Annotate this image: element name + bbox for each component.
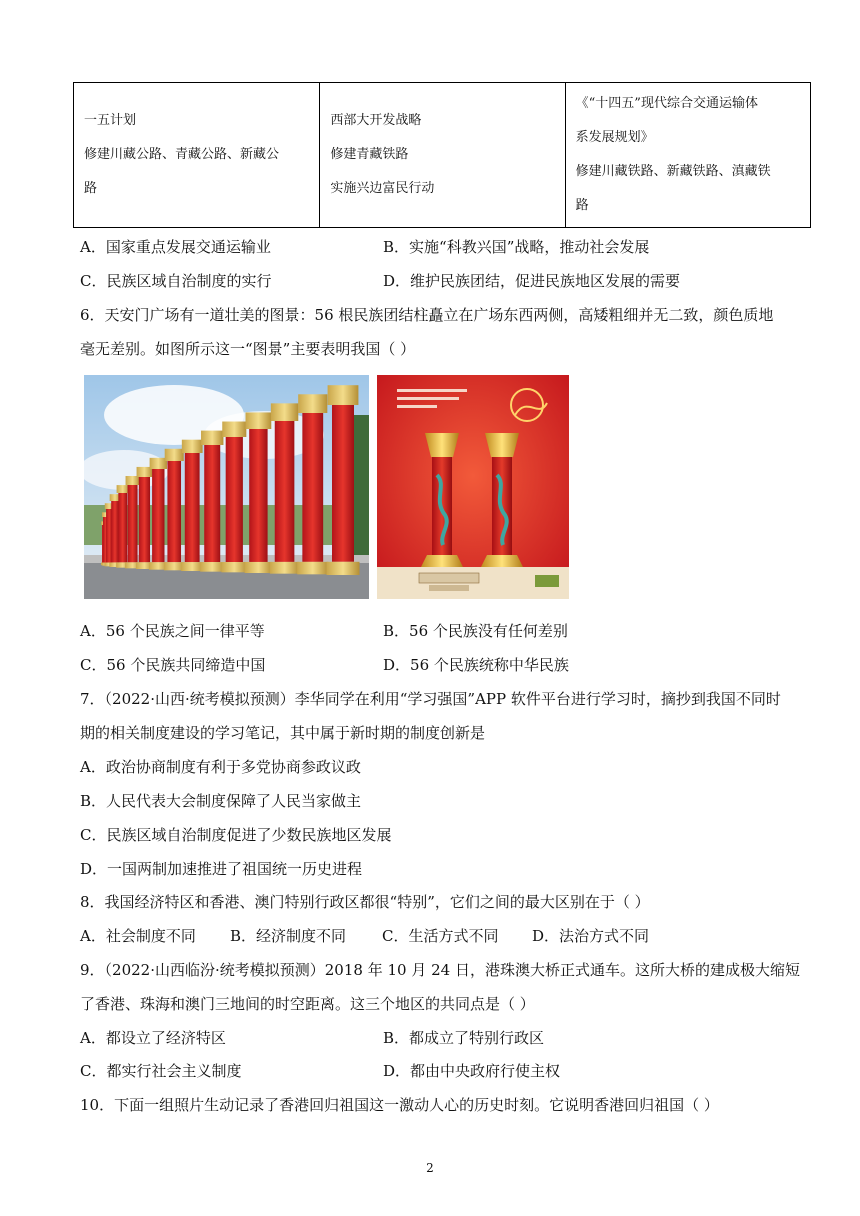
cell-text: 一五计划 [84, 113, 137, 128]
cell-text: 实施兴边富民行动 [330, 181, 435, 196]
option-a: A．56 个民族之间一律平等 [80, 622, 265, 640]
cell-text: 路 [84, 181, 98, 196]
unity-columns-poster [377, 375, 569, 599]
column-base [327, 562, 360, 575]
option-c: C．都实行社会主义制度 [80, 1062, 242, 1080]
cell-text: 路 [575, 198, 589, 213]
column-capital [126, 476, 140, 485]
option-a: A．国家重点发展交通运输业 [80, 238, 271, 256]
column-capital [201, 431, 223, 445]
column-shaft [332, 405, 354, 562]
column-shaft [152, 469, 164, 562]
column-shaft [275, 421, 295, 562]
policy-table [73, 82, 811, 228]
cell-text: 修建川藏铁路、新藏铁路、滇藏铁 [575, 164, 771, 179]
column-base [200, 562, 224, 572]
question-7-text: 7．（2022·山西·统考模拟预测）李华同学在利用“学习强国”APP 软件平台进行学习时，摘抄到我国不同时 [80, 690, 781, 708]
column-shaft [118, 493, 127, 562]
option-d: D．都由中央政府行使主权 [383, 1062, 561, 1080]
option-a: A．社会制度不同 [80, 927, 196, 945]
table-cell-3 [566, 83, 810, 227]
option-c: C．生活方式不同 [382, 927, 499, 945]
question-9-text-2: 了香港、珠海和澳门三地间的时空距离。这三个地区的共同点是（ ） [80, 995, 535, 1013]
column-shaft [226, 437, 243, 562]
option-b: B．人民代表大会制度保障了人民当家做主 [80, 792, 362, 810]
column-capital [182, 440, 203, 453]
column-capital [222, 422, 246, 437]
column-capital [150, 458, 167, 469]
option-d: D．法治方式不同 [532, 927, 650, 945]
option-c: C．民族区域自治制度的实行 [80, 272, 272, 290]
option-b: B．都成立了特别行政区 [383, 1029, 545, 1047]
cell-text: 《“十四五”现代综合交通运输体 [575, 96, 758, 111]
column-shaft [167, 461, 181, 562]
column-shaft [185, 453, 200, 562]
cell-text: 西部大开发战略 [330, 113, 422, 128]
column-capital [165, 449, 184, 461]
column-capital [298, 394, 327, 413]
column-capital [328, 385, 359, 405]
option-d: D．56 个民族统称中华民族 [383, 656, 569, 674]
question-9-text: 9．（2022·山西临汾·统考模拟预测）2018 年 10 月 24 日，港珠澳大桥正式通车。这所大桥的建成极大缩短 [80, 961, 800, 979]
question-6-text-2: 毫无差别。如图所示这一“图景”主要表明我国（ ） [80, 340, 416, 358]
question-7-text-2: 期的相关制度建设的学习笔记，其中属于新时期的制度创新是 [80, 724, 486, 742]
question-8-text: 8．我国经济特区和香港、澳门特别行政区都很“特别”，它们之间的最大区别在于（ ） [80, 893, 650, 911]
column-capital [271, 403, 298, 421]
question-10-text: 10．下面一组照片生动记录了香港回归祖国这一激动人心的历史时刻。它说明香港回归祖国（ ） [80, 1096, 719, 1114]
column-shaft [139, 477, 150, 562]
option-c: C．56 个民族共同缔造中国 [80, 656, 266, 674]
table-cell-1 [74, 83, 320, 227]
option-b: B．经济制度不同 [230, 927, 347, 945]
option-b: B．56 个民族没有任何差别 [383, 622, 568, 640]
column-base [181, 562, 203, 571]
page-number: 2 [426, 1161, 434, 1175]
option-c: C．民族区域自治制度促进了少数民族地区发展 [80, 826, 392, 844]
option-d: D．维护民族团结，促进民族地区发展的需要 [383, 272, 681, 290]
cell-text: 修建川藏公路、青藏公路、新藏公 [84, 147, 280, 162]
question-6-text: 6．天安门广场有一道壮美的图景：56 根民族团结柱矗立在广场东西两侧，高矮粗细并无二致，颜色质地 [80, 306, 774, 324]
cell-text: 修建青藏铁路 [330, 147, 409, 162]
column-base [221, 562, 247, 572]
unity-columns-photo [84, 375, 369, 599]
column-shaft [204, 445, 220, 562]
column-base [297, 562, 328, 574]
cell-text: 系发展规划》 [575, 130, 654, 145]
option-d: D．一国两制加速推进了祖国统一历史进程 [80, 860, 363, 878]
option-a: A．政治协商制度有利于多党协商参政议政 [80, 758, 361, 776]
column-base [245, 562, 273, 573]
column-base [270, 562, 299, 574]
column-capital [117, 485, 129, 493]
column-shaft [302, 413, 323, 562]
table-cell-2 [320, 83, 565, 227]
column-shaft [111, 501, 119, 562]
option-b: B．实施“科教兴国”战略，推动社会发展 [383, 238, 650, 256]
column-shaft [249, 429, 267, 562]
column-shaft [128, 485, 138, 562]
option-a: A．都设立了经济特区 [80, 1029, 226, 1047]
column-capital [246, 412, 272, 429]
